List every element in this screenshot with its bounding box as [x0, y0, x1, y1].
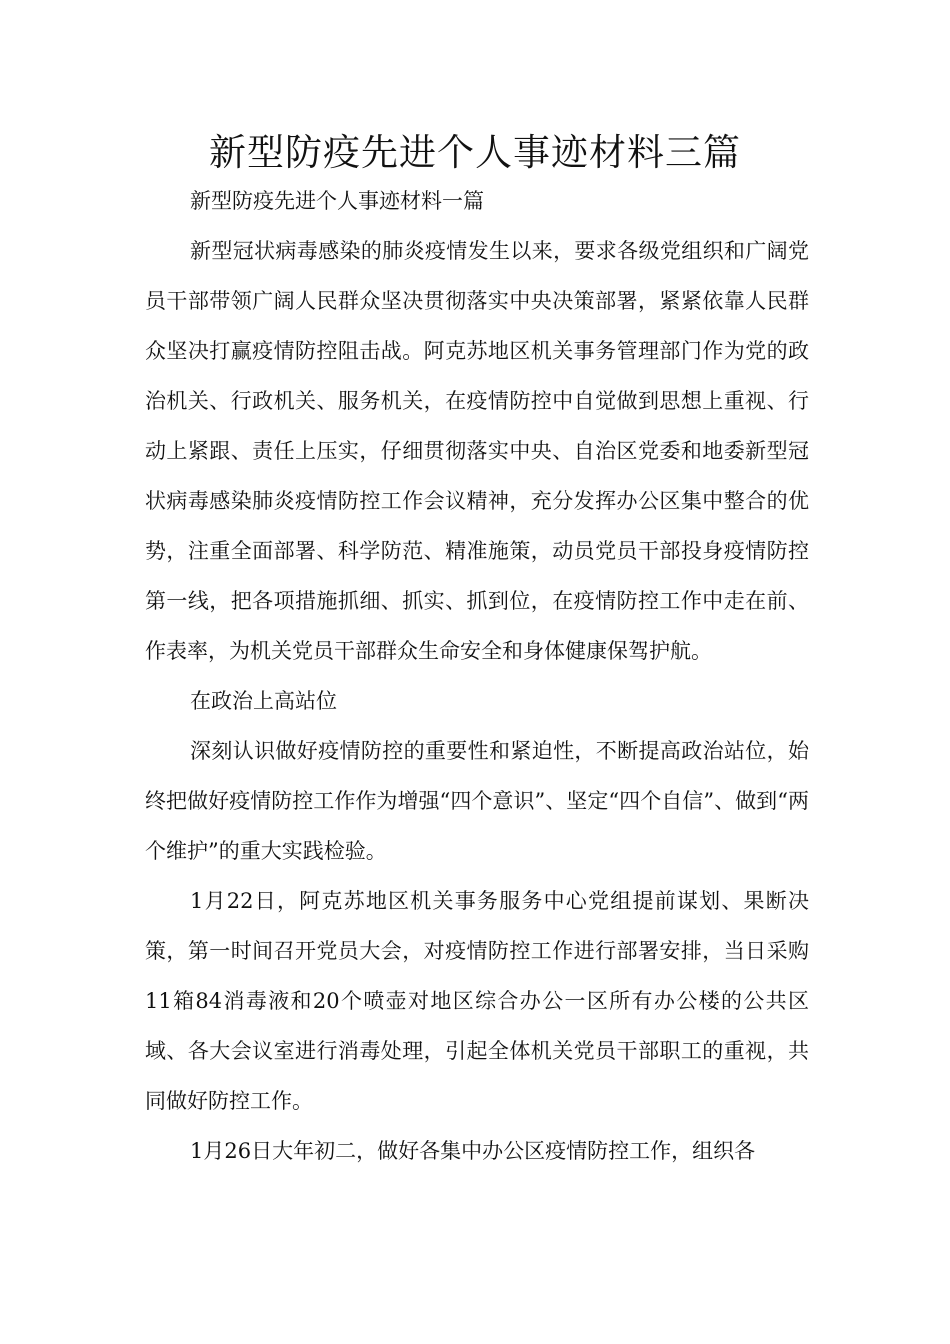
section-heading-political: 在政治上高站位 — [190, 689, 337, 713]
document-title: 新型防疫先进个人事迹材料三篇 — [209, 131, 741, 174]
section-subtitle: 新型防疫先进个人事迹材料一篇 — [190, 189, 484, 213]
document-body — [145, 176, 809, 1176]
paragraph-intro: 新型冠状病毒感染的肺炎疫情发生以来，要求各级党组织和广阔党员干部带领广阔人民群众坚决贯彻落实中央决策部署，紧紧依靠人民群众坚决打赢疫情防控阻击战。阿克苏地区机关事务管理部门作为党的政治机关、行政机关、服务机关，在疫情防控中自觉做到思想上重视、行动上紧跟、责任上压实，仔细贯彻落实中央、自治区党委和地委新型冠状病毒感染肺炎疫情防控工作会议精神，充分发挥办公区集中整合的优势，注重全面部署、科学防范、精准施策，动员党员干部投身疫情防控第一线，把各项措施抓细、抓实、抓到位，在疫情防控工作中走在前、作表率，为机关党员干部群众生命安全和身体健康保驾护航。 — [145, 239, 809, 663]
paragraph-jan-22: 1月22日，阿克苏地区机关事务服务中心党组提前谋划、果断决策，第一时间召开党员大会，对疫情防控工作进行部署安排，当日采购11箱84消毒液和20个喷壶对地区综合办公一区所有办公楼的公共区域、各大会议室进行消毒处理，引起全体机关党员干部职工的重视，共同做好防控工作。 — [145, 889, 809, 1113]
paragraph-political: 深刻认识做好疫情防控的重要性和紧迫性，不断提高政治站位，始终把做好疫情防控工作作为增强“四个意识”、坚定“四个自信”、做到“两个维护”的重大实践检验。 — [145, 739, 809, 863]
paragraph-jan-26: 1月26日大年初二，做好各集中办公区疫情防控工作，组织各 — [190, 1139, 756, 1163]
